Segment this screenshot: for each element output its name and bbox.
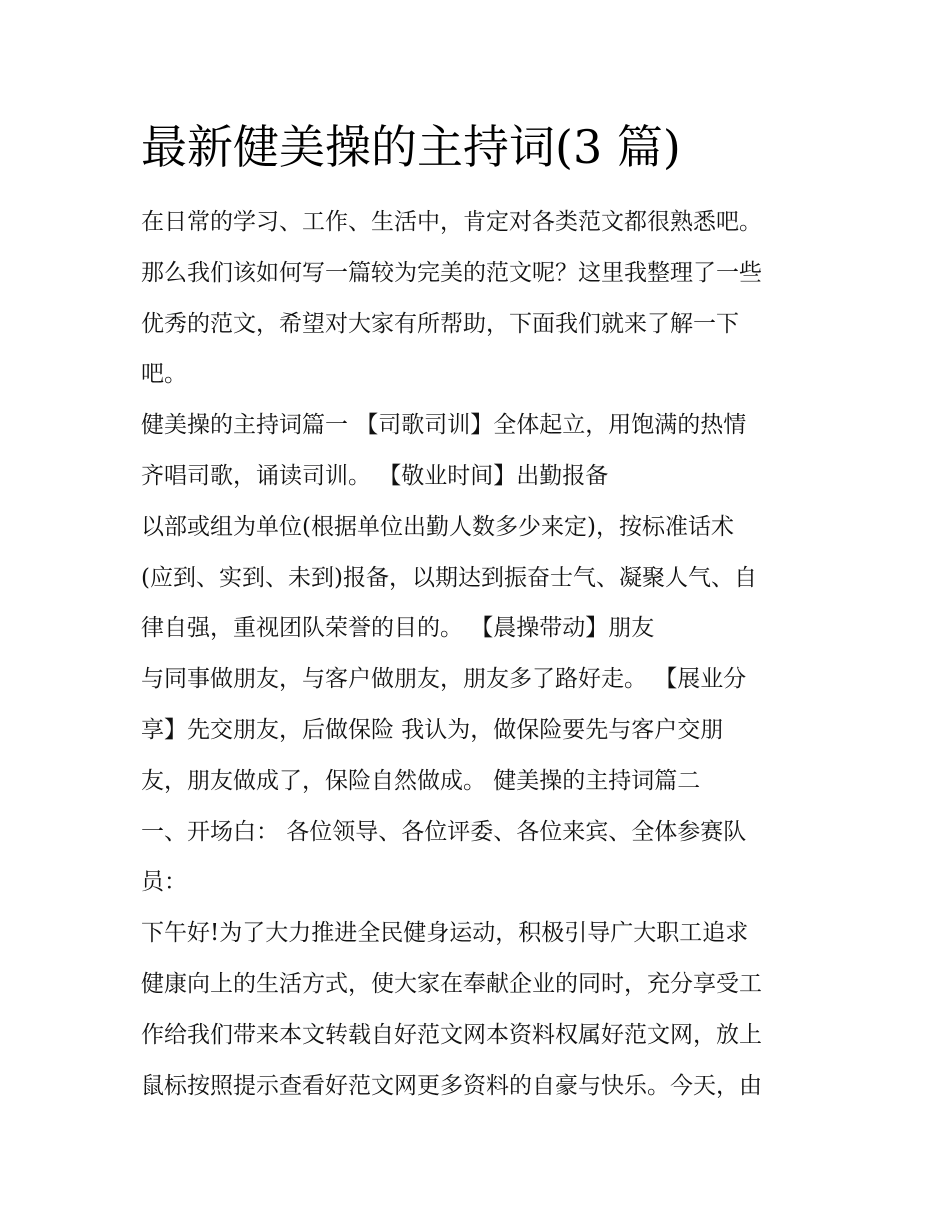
- body-line: 吧。: [141, 361, 187, 388]
- body-line: 鼠标按照提示查看好范文网更多资料的自豪与快乐。今天，由: [141, 1072, 762, 1099]
- body-line: 以部或组为单位(根据单位出勤人数多少来定)，按标准话术: [141, 513, 734, 540]
- body-line: 律自强，重视团队荣誉的目的。 【晨操带动】朋友: [141, 615, 655, 642]
- body-line: 下午好!为了大力推进全民健身运动，积极引导广大职工追求: [141, 920, 749, 947]
- body-line: 齐唱司歌，诵读司训。 【敬业时间】出勤报备: [141, 462, 609, 489]
- body-line: (应到、实到、未到)报备，以期达到振奋士气、凝聚人气、自: [141, 564, 757, 591]
- body-line: 在日常的学习、工作、生活中，肯定对各类范文都很熟悉吧。: [141, 209, 762, 235]
- document-body: [141, 197, 821, 1111]
- body-line: 优秀的范文，希望对大家有所帮助，下面我们就来了解一下: [141, 310, 739, 337]
- document-title: 最新健美操的主持词(3 篇): [141, 120, 681, 174]
- body-line: 那么我们该如何写一篇较为完美的范文呢？这里我整理了一些: [141, 259, 762, 286]
- body-line: 作给我们带来本文转载自好范文网本资料权属好范文网，放上: [141, 1021, 762, 1048]
- body-line: 健康向上的生活方式，使大家在奉献企业的同时，充分享受工: [141, 970, 762, 997]
- body-line: 享】先交朋友，后做保险 我认为，做保险要先与客户交朋: [141, 716, 724, 743]
- body-line: 员：: [141, 869, 187, 896]
- body-line: 友，朋友做成了，保险自然做成。 健美操的主持词篇二: [141, 767, 701, 794]
- body-line: 与同事做朋友，与客户做朋友，朋友多了路好走。 【展业分: [141, 666, 747, 693]
- body-line: 健美操的主持词篇一 【司歌司训】全体起立，用饱满的热情: [141, 412, 747, 439]
- body-line: 一、开场白： 各位领导、各位评委、各位来宾、全体参赛队: [141, 818, 747, 845]
